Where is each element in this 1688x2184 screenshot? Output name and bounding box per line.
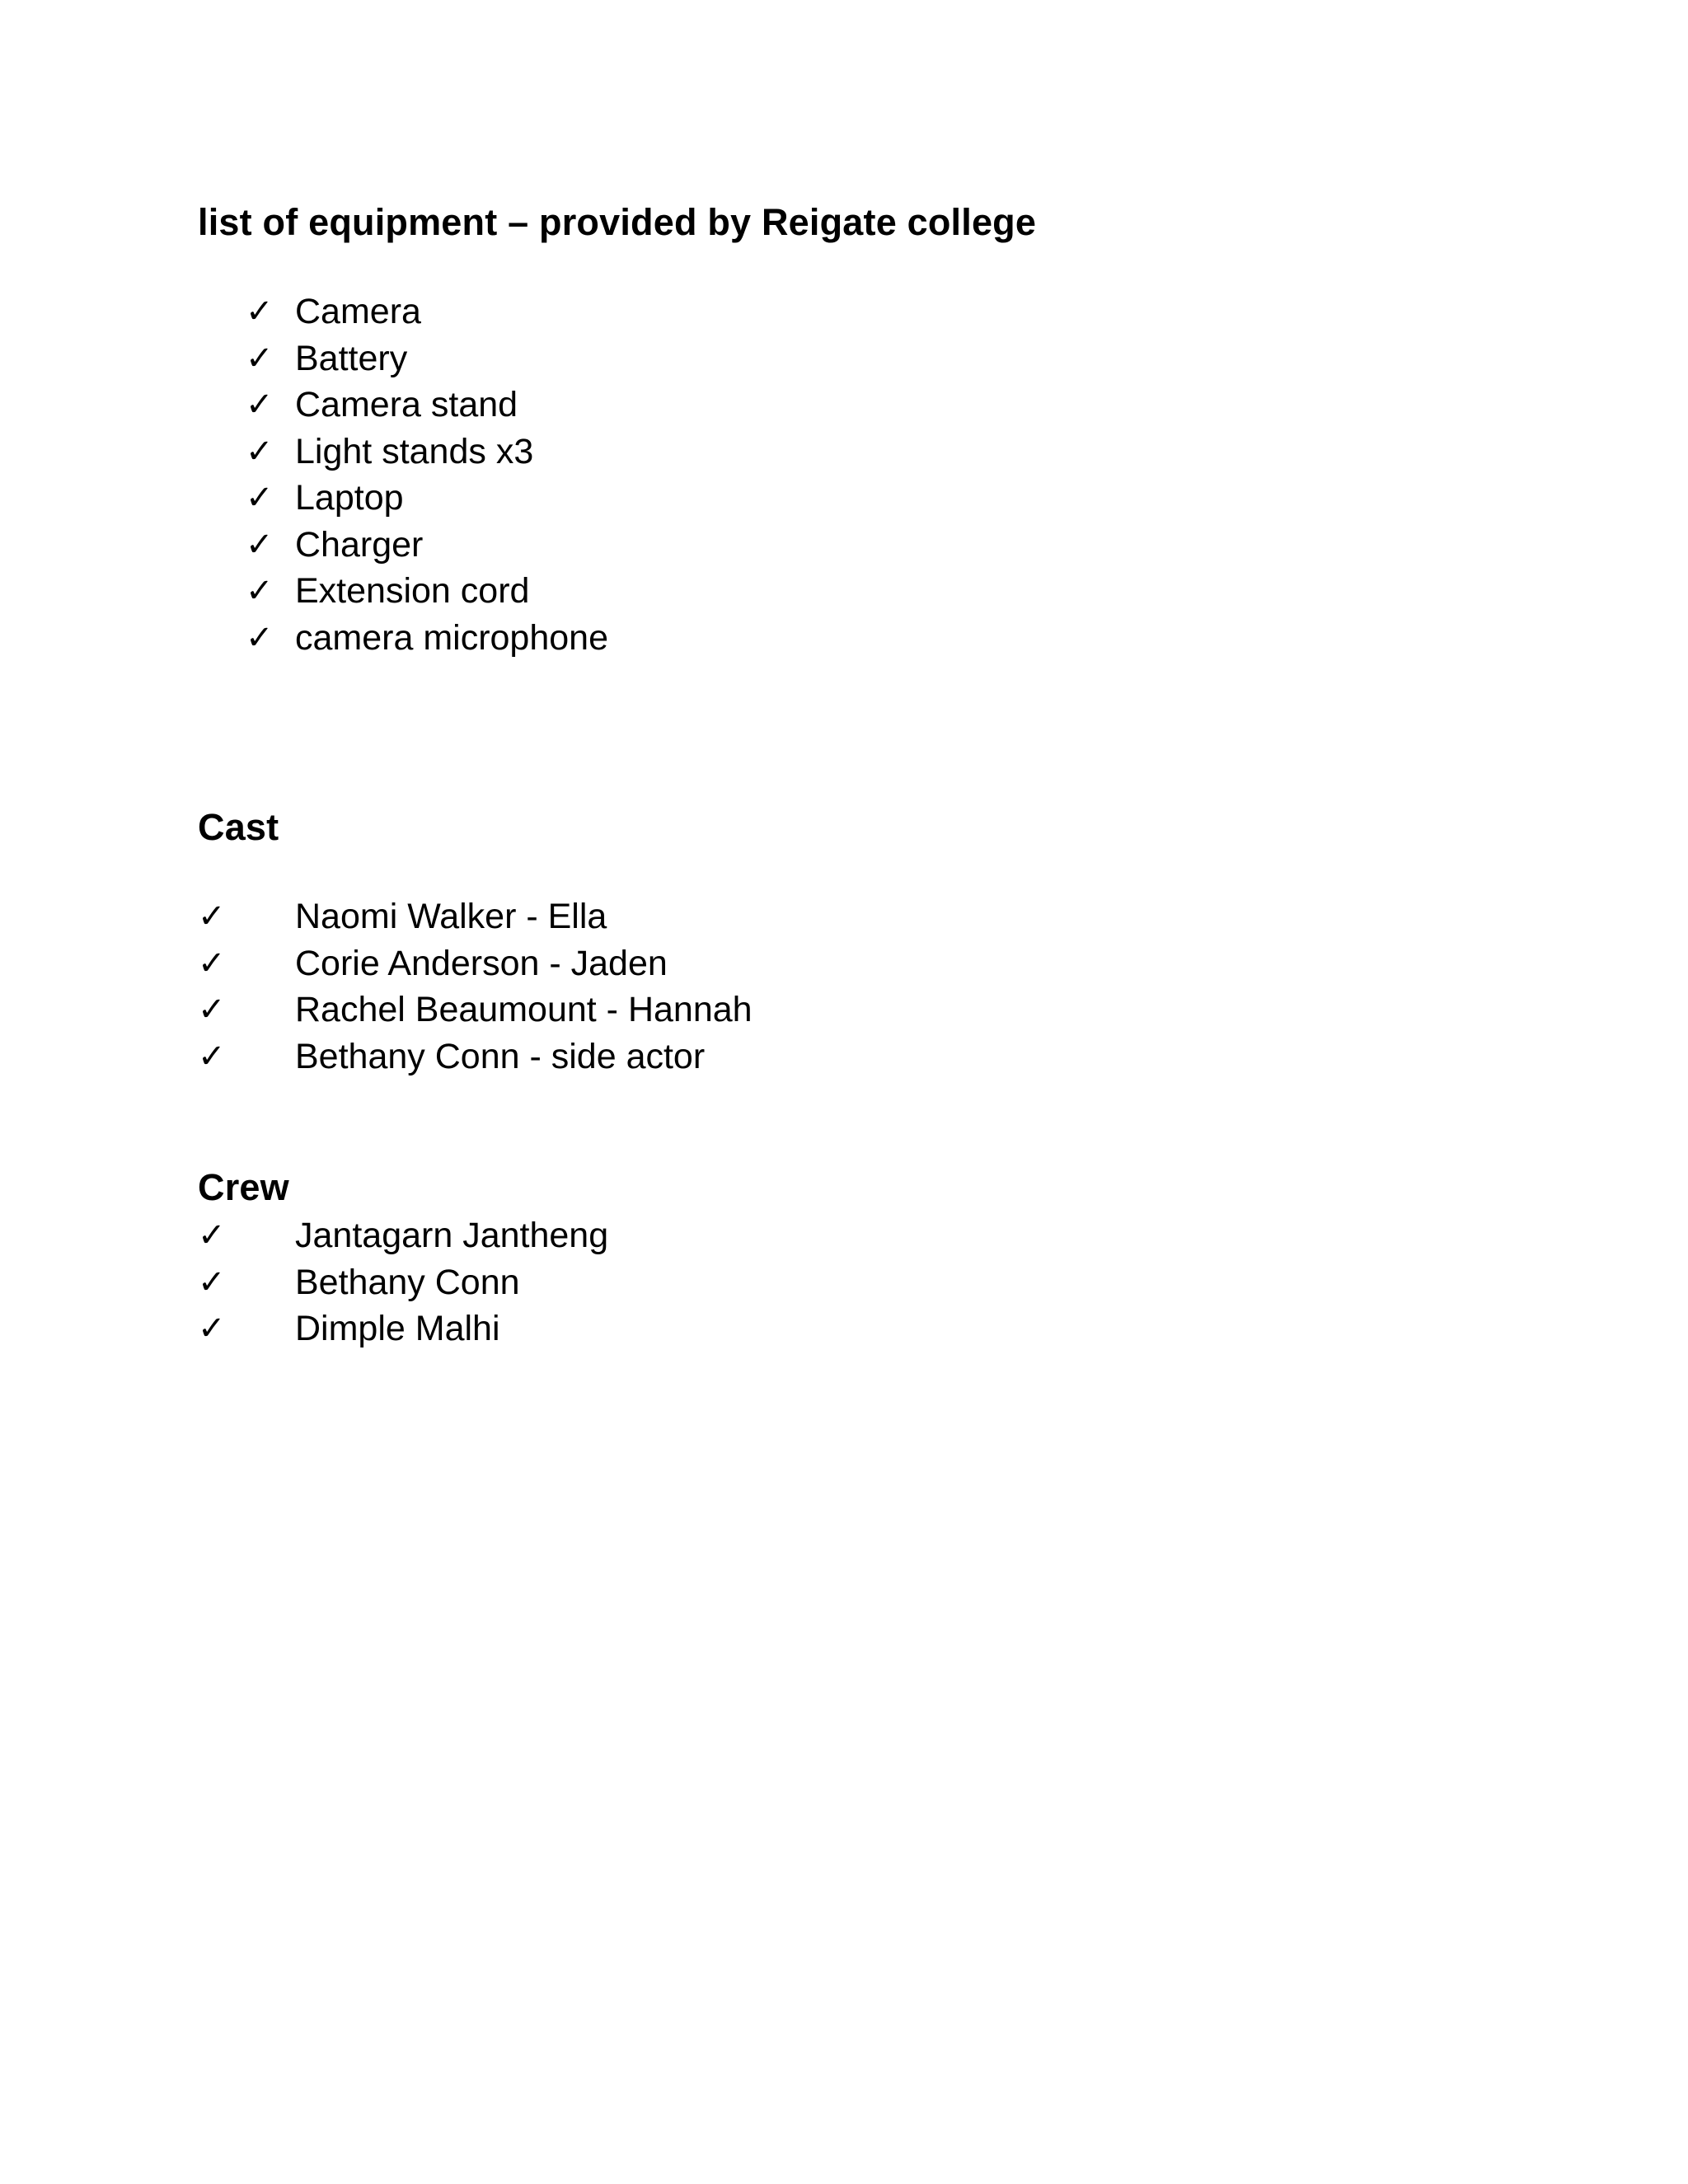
list-item bbox=[246, 615, 987, 662]
check-icon: ✓ bbox=[246, 432, 274, 471]
equipment-heading: list of equipment – provided by Reigate college bbox=[198, 201, 1037, 243]
cast-member: Corie Anderson - Jaden bbox=[295, 943, 668, 983]
check-icon: ✓ bbox=[246, 525, 274, 564]
crew-member: Dimple Malhi bbox=[295, 1309, 500, 1348]
check-icon: ✓ bbox=[198, 991, 226, 1029]
list-item bbox=[246, 475, 987, 522]
crew-member: Jantagarn Jantheng bbox=[295, 1216, 609, 1255]
list-item bbox=[246, 429, 987, 476]
list-item bbox=[198, 1305, 940, 1352]
check-icon: ✓ bbox=[246, 572, 274, 610]
list-item bbox=[246, 382, 987, 429]
list-item bbox=[246, 522, 987, 569]
equipment-item: Camera stand bbox=[295, 385, 518, 424]
list-item bbox=[198, 1259, 940, 1306]
equipment-item: Laptop bbox=[295, 478, 404, 518]
equipment-item: Charger bbox=[295, 524, 424, 565]
list-item bbox=[198, 1212, 940, 1259]
cast-member: Bethany Conn - side actor bbox=[295, 1036, 706, 1076]
check-icon: ✓ bbox=[198, 1216, 226, 1254]
list-item bbox=[246, 568, 987, 615]
equipment-item: camera microphone bbox=[295, 617, 609, 658]
cast-member: Naomi Walker - Ella bbox=[295, 897, 607, 936]
check-icon: ✓ bbox=[246, 293, 274, 330]
list-item bbox=[198, 987, 940, 1033]
check-icon: ✓ bbox=[198, 1037, 226, 1076]
equipment-item: Light stands x3 bbox=[295, 431, 534, 471]
check-icon: ✓ bbox=[246, 479, 274, 517]
cast-heading: Cast bbox=[198, 806, 279, 848]
crew-member: Bethany Conn bbox=[295, 1262, 520, 1302]
crew-heading: Crew bbox=[198, 1166, 289, 1208]
check-icon: ✓ bbox=[198, 1310, 226, 1347]
check-icon: ✓ bbox=[246, 618, 274, 657]
list-item bbox=[198, 893, 940, 940]
list-item bbox=[198, 1033, 940, 1080]
cast-member: Rachel Beaumount - Hannah bbox=[295, 990, 753, 1029]
equipment-item: Extension cord bbox=[295, 571, 530, 611]
check-icon: ✓ bbox=[198, 1263, 226, 1301]
equipment-list bbox=[246, 288, 987, 661]
check-icon: ✓ bbox=[198, 898, 226, 935]
cast-list bbox=[198, 893, 940, 1080]
check-icon: ✓ bbox=[246, 339, 274, 377]
equipment-item: Battery bbox=[295, 338, 408, 378]
check-icon: ✓ bbox=[246, 386, 274, 424]
equipment-item: Camera bbox=[295, 292, 421, 331]
crew-list bbox=[198, 1212, 940, 1352]
list-item bbox=[246, 335, 987, 382]
list-item bbox=[246, 288, 987, 335]
check-icon: ✓ bbox=[198, 944, 226, 982]
list-item bbox=[198, 940, 940, 987]
